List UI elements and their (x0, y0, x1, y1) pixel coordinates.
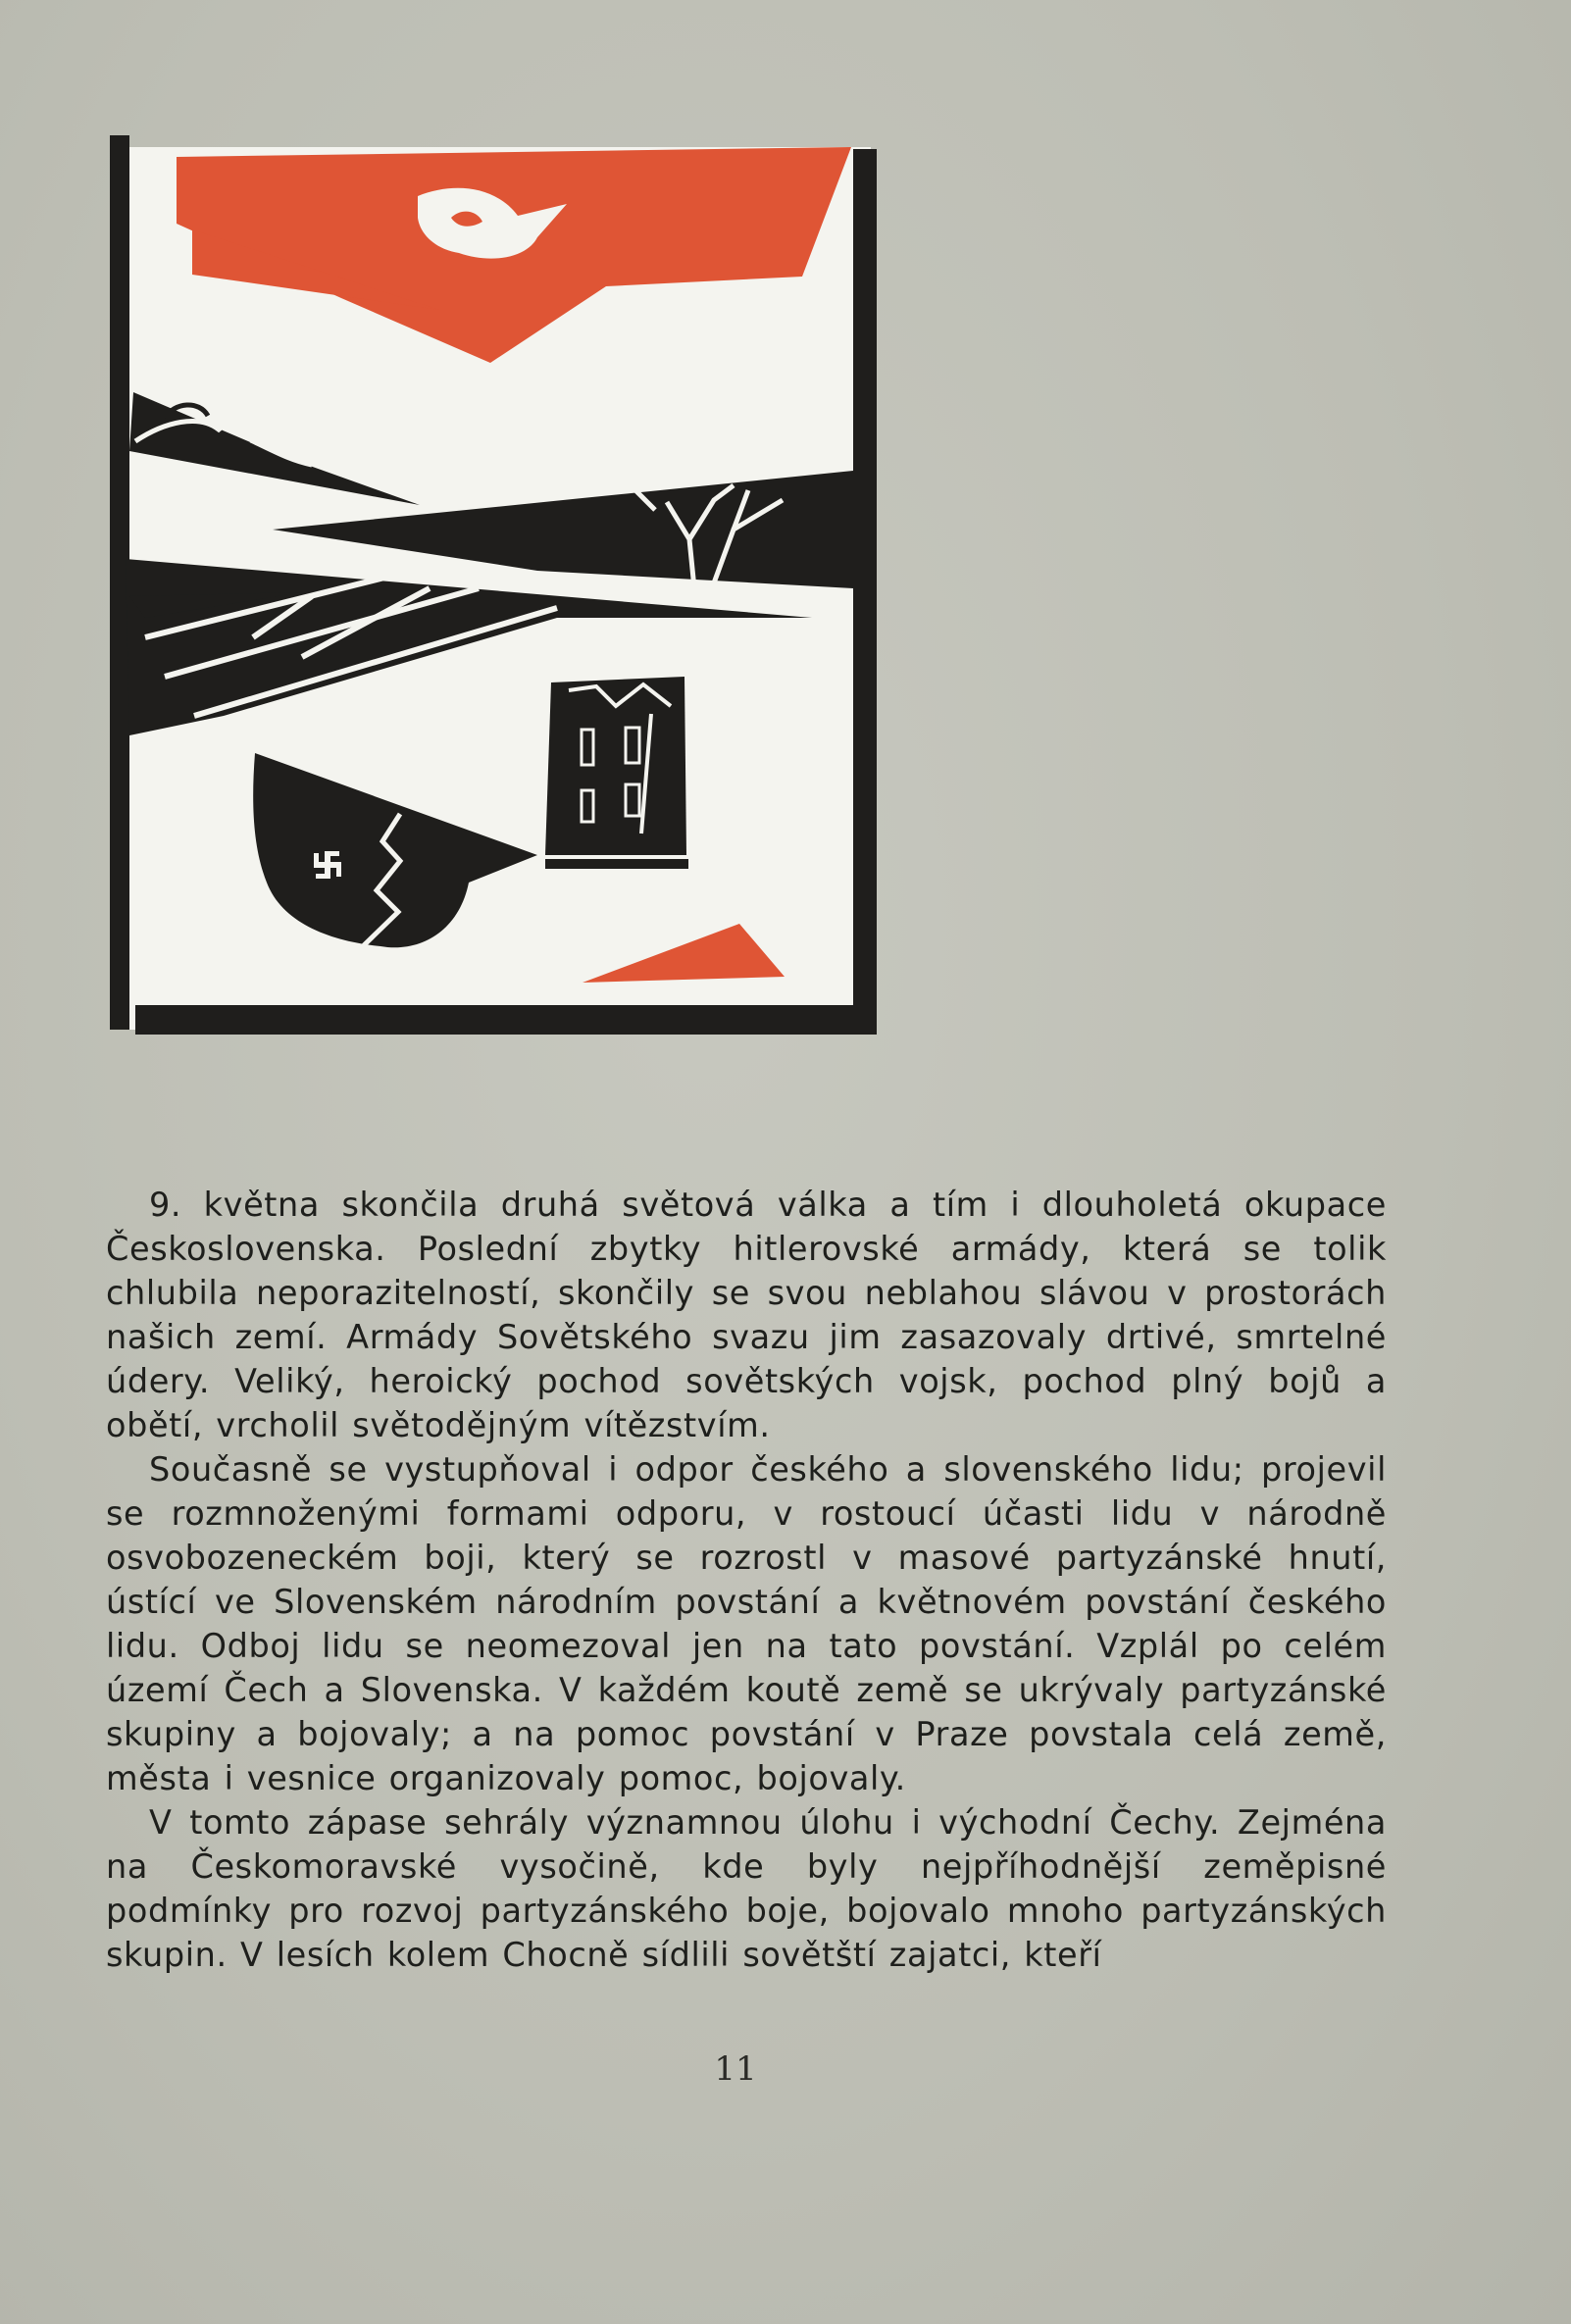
paragraph-1: 9. května skončila druhá světová válka a tím i dlouholetá okupace Československa. Poslední zbytky hitlerovské armády, která se tolik chlubila neporazitelností, skončily se svou neblahou slávou v prostorách našich zemí. Armády Sovětského svazu jim zasazovaly drtivé, smrtelné údery. Veliký, heroický pochod sovětských vojsk, pochod plný bojů a obětí, vrcholil světodějným vítězstvím. (106, 1186, 1387, 1444)
frame-bottom (135, 1005, 877, 1035)
paragraph-2: Současně se vystupňoval i odpor českého a slovenského lidu; projevil se rozmnoženými formami odporu, v rostoucí účasti lidu v národně osvobozeneckém boji, který se rozrostl v masové partyzánské hnutí, ústící ve Slovenském národním povstání a květnovém povstání českého lidu. Odboj lidu se neomezoval jen na tato povstání. Vzplál po celém území Čech a Slovenska. V každém koutě země se ukrývaly partyzánské skupiny a bojovaly; a na pomoc povstání v Praze povstala celá země, města i vesnice organizovaly pomoc, bojovaly. (106, 1450, 1387, 1797)
woodcut-illustration (106, 127, 890, 1049)
paragraph-3: V tomto zápase sehrály významnou úlohu i východní Čechy. Zejména na Českomoravské vysočině, kde byly nejpříhodnější zeměpisné podmínky pro rozvoj partyzánského boje, bojovalo mnoho partyzánských skupin. V lesích kolem Chocně sídlili sovětští zajatci, kteří (106, 1803, 1387, 1974)
frame-right (853, 149, 877, 1030)
page-number: 11 (714, 2049, 757, 2089)
swastika-icon (314, 851, 341, 879)
body-text (106, 1183, 1387, 1977)
